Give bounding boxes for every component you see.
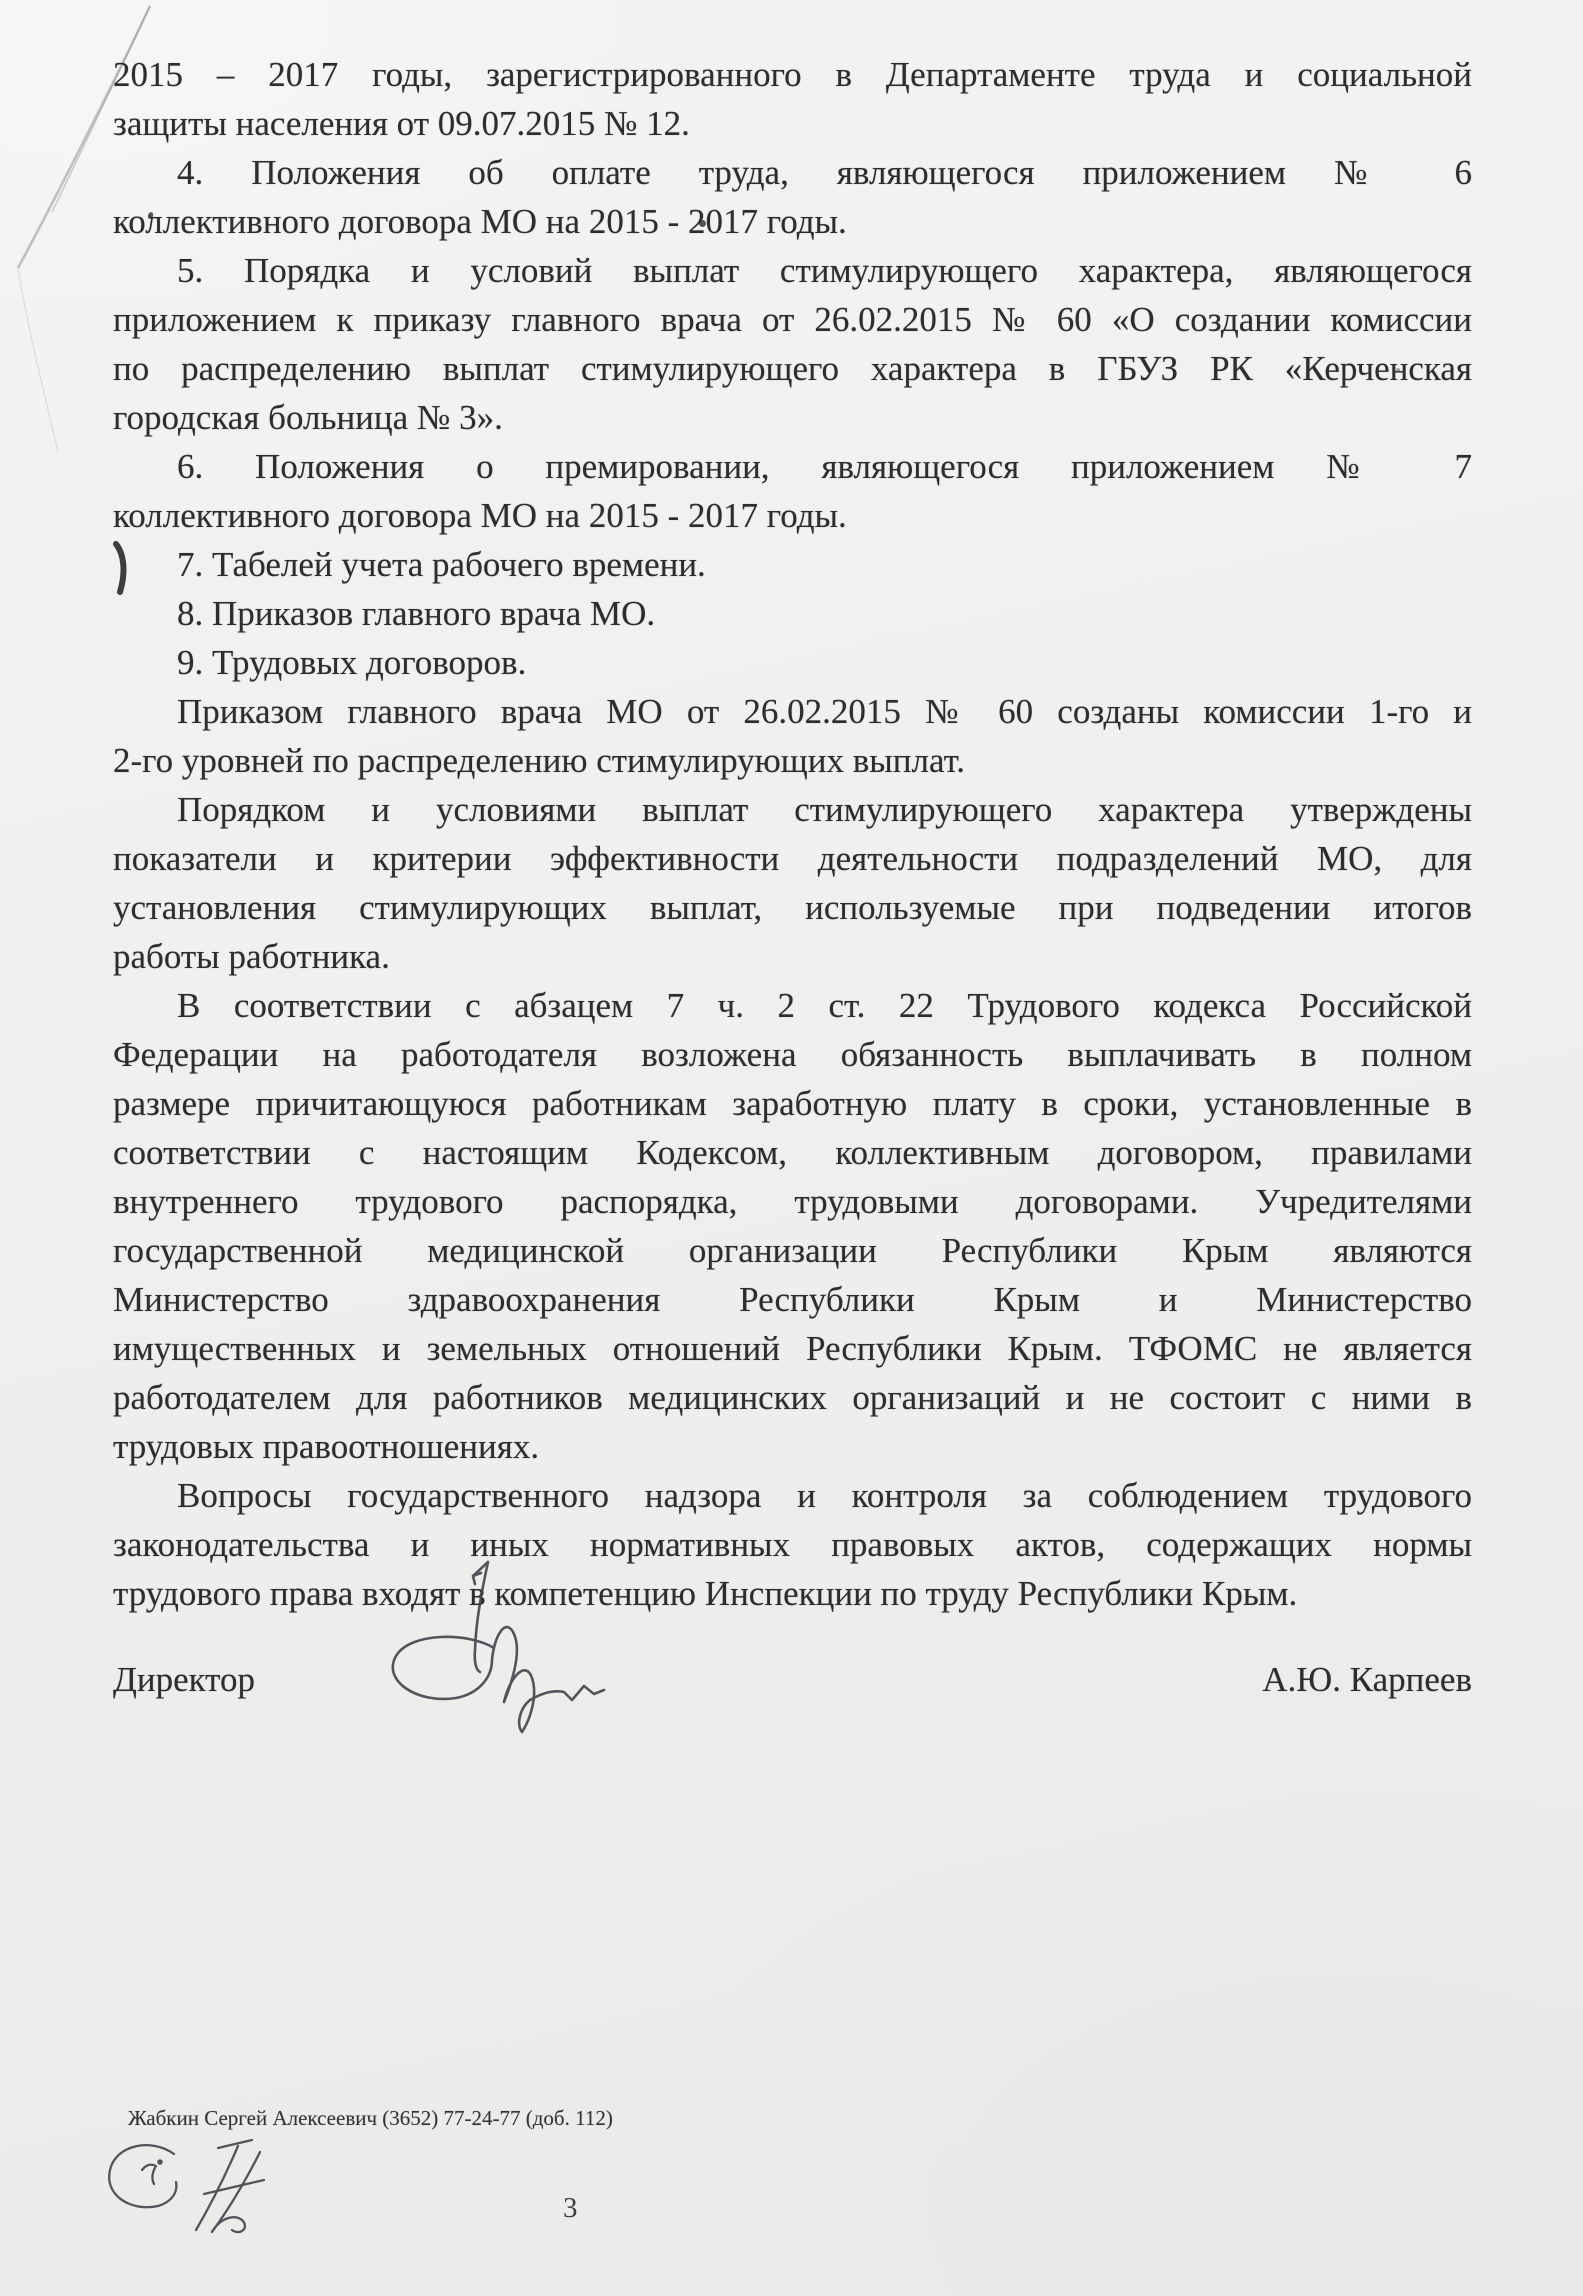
- paragraph: [113, 687, 1472, 785]
- text-line: законодательства и иных нормативных правовых актов, содержащих нормы: [113, 1525, 1472, 1564]
- text-line: 8. Приказов главного врача МО.: [177, 594, 656, 633]
- text-line: 2015 – 2017 годы, зарегистрированного в Департаменте труда и социальной: [113, 55, 1472, 94]
- text-line: внутреннего трудового распорядка, трудовыми договорами. Учредителями: [113, 1182, 1472, 1221]
- executor-initials-signature: [100, 2136, 330, 2236]
- text-line: Вопросы государственного надзора и контроля за соблюдением трудового: [177, 1476, 1472, 1515]
- text-line: 6. Положения о премировании, являющегося приложением № 7: [177, 447, 1472, 486]
- text-line: коллективного договора МО на 2015 - 2017 годы.: [113, 202, 847, 241]
- text-line: 9. Трудовых договоров.: [177, 643, 527, 682]
- text-line: соответствии с настоящим Кодексом, коллективным договором, правилами: [113, 1133, 1472, 1172]
- text-line: имущественных и земельных отношений Республики Крым. ТФОМС не является: [113, 1329, 1472, 1368]
- text-line: по распределению выплат стимулирующего характера в ГБУЗ РК «Керченская: [113, 349, 1472, 388]
- paragraph: [113, 442, 1472, 540]
- text-line: Порядком и условиями выплат стимулирующего характера утверждены: [177, 790, 1472, 829]
- text-line: городская больница № 3».: [113, 398, 503, 437]
- paragraph: [113, 589, 1472, 638]
- text-line: 4. Положения об оплате труда, являющегося приложением № 6: [177, 153, 1472, 192]
- paragraph: [113, 246, 1472, 442]
- text-line: 5. Порядка и условий выплат стимулирующего характера, являющегося: [177, 251, 1472, 290]
- signatory-title: Директор: [113, 1660, 256, 1699]
- signature-row: [113, 1660, 1472, 1700]
- page-number: 3: [563, 2192, 578, 2224]
- paragraph: [113, 148, 1472, 246]
- text-line: В соответствии с абзацем 7 ч. 2 ст. 22 Трудового кодекса Российской: [177, 986, 1472, 1025]
- text-line: 7. Табелей учета рабочего времени.: [177, 545, 706, 584]
- text-line: защиты населения от 09.07.2015 № 12.: [113, 104, 690, 143]
- text-line: размере причитающуюся работникам заработную плату в сроки, установленные в: [113, 1084, 1472, 1123]
- signatory-name: А.Ю. Карпеев: [1262, 1660, 1472, 1699]
- text-line: работы работника.: [113, 937, 390, 976]
- text-line: коллективного договора МО на 2015 - 2017 годы.: [113, 496, 847, 535]
- text-line: государственной медицинской организации Республики Крым являются: [113, 1231, 1472, 1270]
- paragraph: [113, 981, 1472, 1471]
- text-line: показатели и критерии эффективности деятельности подразделений МО, для: [113, 839, 1472, 878]
- text-line: работодателем для работников медицинских организаций и не состоит с ними в: [113, 1378, 1472, 1417]
- text-line: Федерации на работодателя возложена обязанность выплачивать в полном: [113, 1035, 1472, 1074]
- paragraph: [113, 540, 1472, 589]
- text-line: Министерство здравоохранения Республики Крым и Министерство: [113, 1280, 1472, 1319]
- text-line: трудовых правоотношениях.: [113, 1427, 540, 1466]
- text-line: 2-го уровней по распределению стимулирующих выплат.: [113, 741, 965, 780]
- paragraph: [113, 638, 1472, 687]
- text-line: трудового права входят в компетенцию Инспекции по труду Республики Крым.: [113, 1574, 1298, 1613]
- paragraph: [113, 1471, 1472, 1618]
- paragraph: [113, 50, 1472, 148]
- text-line: установления стимулирующих выплат, используемые при подведении итогов: [113, 888, 1472, 927]
- director-signature: [372, 1552, 672, 1742]
- text-line: приложением к приказу главного врача от 26.02.2015 № 60 «О создании комиссии: [113, 300, 1472, 339]
- executor-contact: Жабкин Сергей Алексеевич (3652) 77-24-77 (доб. 112): [128, 2106, 613, 2130]
- paragraph: [113, 785, 1472, 981]
- document-body: [113, 50, 1472, 1618]
- text-line: Приказом главного врача МО от 26.02.2015 № 60 созданы комиссии 1-го и: [177, 692, 1472, 731]
